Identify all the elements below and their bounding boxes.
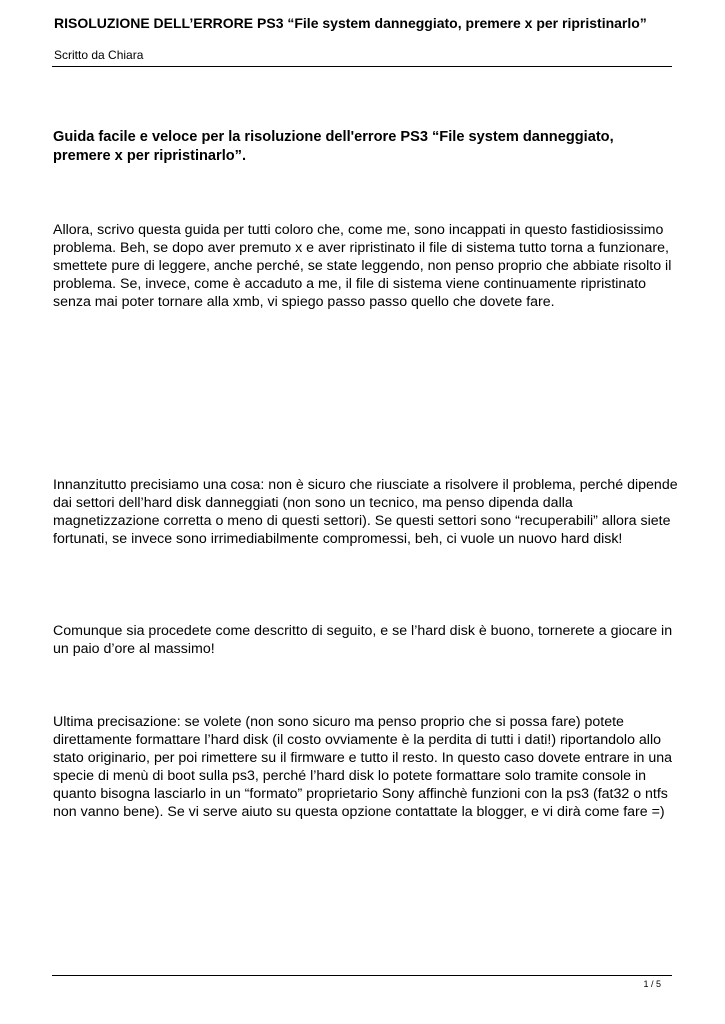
paragraph-premise: Innanzitutto precisiamo una cosa: non è sicuro che riusciate a risolvere il problema, perché dipende dai settori dell’hard disk danneggiati (non sono un tecnico, ma penso dipenda dalla magnetizzazione corretta o meno di questi settori). Se questi settori sono “recuperabili” allora siete fortunati, se invece sono irrimediabilmente compromessi, beh, ci vuole un nuovo hard disk! — [53, 477, 678, 548]
footer-divider — [52, 975, 672, 976]
paragraph-procedure: Comunque sia procedete come descritto di seguito, e se l’hard disk è buono, tornerete a giocare in un paio d’ore al massimo! — [53, 623, 673, 658]
paragraph-final-note: Ultima precisazione: se volete (non sono sicuro ma penso proprio che si possa fare) potete direttamente formattare l’hard disk (il costo ovviamente è la perdita di tutti i dati!) riportandolo allo stato originario, per poi rimettere su il firmware e tutto il resto. In questo caso dovete entrare in una specie di menù di boot sulla ps3, perché l’hard disk lo potete formattare solo tramite console in quanto bisogna lasciarlo in un “formato” proprietario Sony affinchè funzioni con la ps3 (fat32 o ntfs non vanno bene). Se vi serve aiuto su questa opzione contattate la blogger, e vi dirà come fare =) — [53, 714, 673, 821]
author-line: Scritto da Chiara — [54, 48, 144, 62]
paragraph-intro: Allora, scrivo questa guida per tutti coloro che, come me, sono incappati in questo fastidiosissimo problema. Beh, se dopo aver premuto x e aver ripristinato il file di sistema tutto torna a funzionare, smettete pure di leggere, anche perché, se state leggendo, non penso proprio che abbiate risolto il problema. Se, invece, come è accaduto a me, il file di sistema viene continuamente ripristinato senza mai poter tornare alla xmb, vi spiego passo passo quello che dovete fare. — [53, 222, 672, 311]
page-number: 1 / 5 — [643, 979, 661, 989]
article-subtitle: Guida facile e veloce per la risoluzione dell'errore PS3 “File system danneggiato, premere x per ripristinarlo”. — [53, 129, 614, 164]
page-header-title: RISOLUZIONE DELL’ERRORE PS3 “File system danneggiato, premere x per ripristinarlo” — [54, 15, 647, 31]
header-divider — [52, 66, 672, 67]
